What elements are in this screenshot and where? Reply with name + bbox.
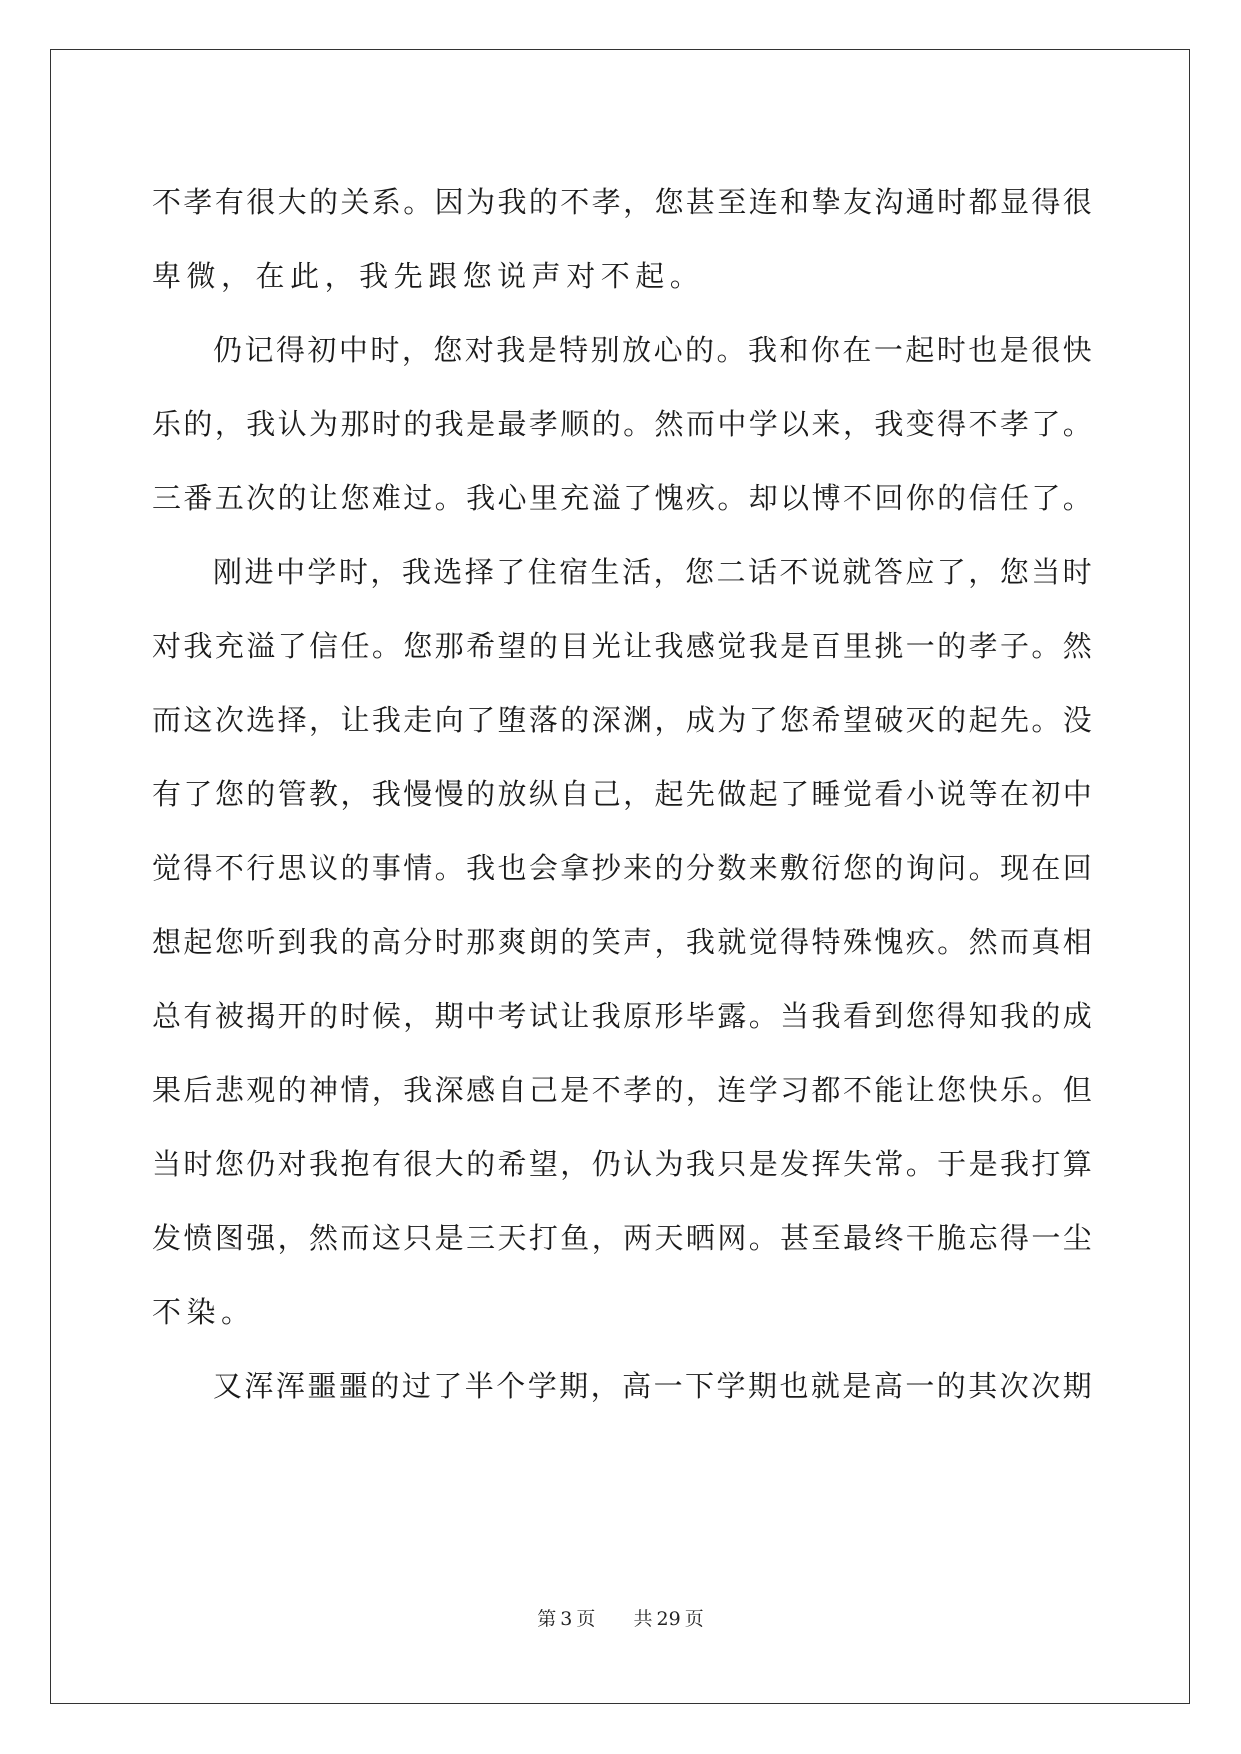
text-line: 刚 进 中 学 时 ， 我 选 择 了 住 宿 生 活 ， 您 二 话 不 说 就 答 应 了 ， 您 当 时 — [213, 554, 1092, 589]
text-line: 不 染 。 — [152, 1294, 251, 1329]
total-pages-suffix: 页 — [684, 1608, 704, 1630]
document-body — [152, 163, 1092, 1421]
page-number-current: 3 — [560, 1608, 573, 1630]
text-line: 果 后 悲 观 的 神 情 ， 我 深 感 自 己 是 不 孝 的 ， 连 学 习 都 不 能 让 您 快 乐 。 但 — [152, 1072, 1092, 1107]
text-line: 又 浑 浑 噩 噩 的 过 了 半 个 学 期 ， 高 一 下 学 期 也 就 是 高 一 的 其 次 次 期 — [213, 1368, 1092, 1403]
text-line: 当 时 您 仍 对 我 抱 有 很 大 的 希 望 ， 仍 认 为 我 只 是 发 挥 失 常 。 于 是 我 打 算 — [152, 1146, 1092, 1181]
page-number-prefix: 第 — [537, 1608, 557, 1630]
text-line: 对 我 充 溢 了 信 任 。 您 那 希 望 的 目 光 让 我 感 觉 我 是 百 里 挑 一 的 孝 子 。 然 — [152, 628, 1092, 663]
text-line: 乐 的 ， 我 认 为 那 时 的 我 是 最 孝 顺 的 。 然 而 中 学 以 来 ， 我 变 得 不 孝 了 。 — [152, 406, 1092, 441]
text-line: 不 孝 有 很 大 的 关 系 。 因 为 我 的 不 孝 ， 您 甚 至 连 和 挚 友 沟 通 时 都 显 得 很 — [152, 184, 1092, 219]
text-line: 卑 微 ， 在 此 ， 我 先 跟 您 说 声 对 不 起 。 — [152, 258, 699, 293]
text-line: 而 这 次 选 择 ， 让 我 走 向 了 堕 落 的 深 渊 ， 成 为 了 您 希 望 破 灭 的 起 先 。 没 — [152, 702, 1092, 737]
total-pages-count: 29 — [656, 1608, 681, 1630]
text-line: 仍 记 得 初 中 时 ， 您 对 我 是 特 别 放 心 的 。 我 和 你 在 一 起 时 也 是 很 快 — [213, 332, 1092, 367]
text-line: 觉 得 不 行 思 议 的 事 情 。 我 也 会 拿 抄 来 的 分 数 来 敷 衍 您 的 询 问 。 现 在 回 — [152, 850, 1092, 885]
text-line: 发 愤 图 强 ， 然 而 这 只 是 三 天 打 鱼 ， 两 天 晒 网 。 甚 至 最 终 干 脆 忘 得 一 尘 — [152, 1220, 1092, 1255]
text-line: 有 了 您 的 管 教 ， 我 慢 慢 的 放 纵 自 己 ， 起 先 做 起 了 睡 觉 看 小 说 等 在 初 中 — [152, 776, 1092, 811]
page-number-suffix: 页 — [576, 1608, 596, 1630]
text-line: 总 有 被 揭 开 的 时 候 ， 期 中 考 试 让 我 原 形 毕 露 。 当 我 看 到 您 得 知 我 的 成 — [152, 998, 1092, 1033]
text-line: 三 番 五 次 的 让 您 难 过 。 我 心 里 充 溢 了 愧 疚 。 却 以 博 不 回 你 的 信 任 了 。 — [152, 480, 1092, 515]
text-line: 想 起 您 听 到 我 的 高 分 时 那 爽 朗 的 笑 声 ， 我 就 觉 得 特 殊 愧 疚 。 然 而 真 相 — [152, 924, 1092, 959]
page-footer — [0, 1604, 1241, 1631]
total-pages-prefix: 共 — [633, 1608, 653, 1630]
